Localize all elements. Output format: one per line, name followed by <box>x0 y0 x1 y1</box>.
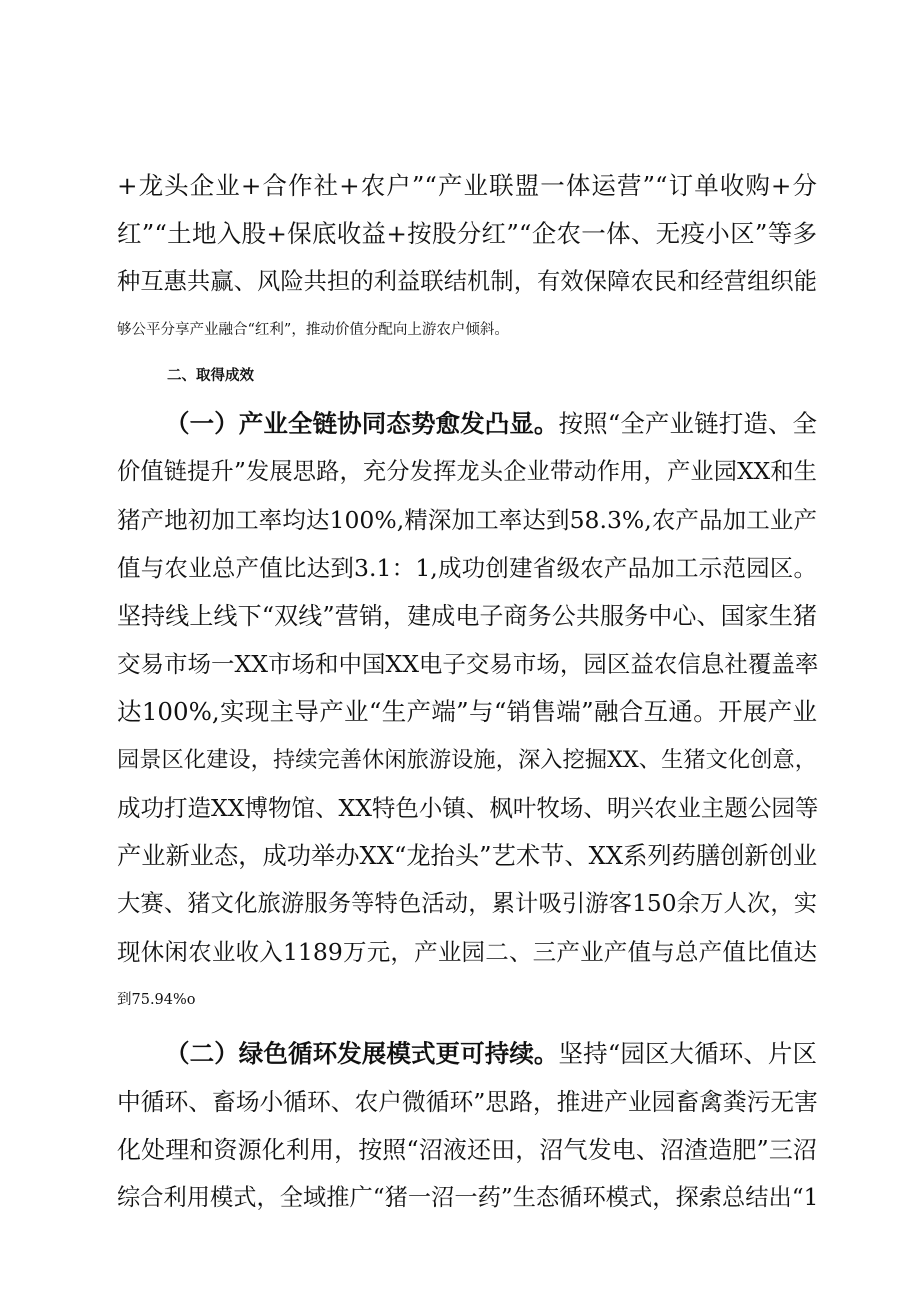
paragraph-2-line-2: 价值链提升”发展思路，充分发挥龙头企业带动作用，产业园XX和生 <box>117 458 817 485</box>
paragraph-2-line-4: 值与农业总产值比达到3.1：1,成功创建省级农产品加工示范园区。 <box>117 554 817 582</box>
paragraph-2-line-13: 到75.94%o <box>117 992 196 1008</box>
paragraph-3-line-4: 综合利用模式，全域推广“猪一沼一药”生态循环模式，探索总结出“1 <box>117 1184 819 1211</box>
paragraph-2-line-11: 大赛、猪文化旅游服务等特色活动，累计吸引游客150余万人次，实 <box>117 890 817 917</box>
paragraph-2-line-7: 达100%,实现主导产业“生产端”与“销售端”融合互通。开展产业 <box>117 697 817 726</box>
paragraph-3-line-3: 化处理和资源化利用，按照“沼液还田，沼气发电、沼渣造肥”三沼 <box>117 1136 817 1164</box>
paragraph-3-lead-text: 坚持“园区大循环、片区 <box>558 1039 818 1068</box>
paragraph-3-lead-heading: （二）绿色循环发展模式更可持续。 <box>165 1039 559 1068</box>
paragraph-2-line-3: 猪产地初加工率均达100%,精深加工率达到58.3%,农产品加工业产 <box>117 506 817 534</box>
paragraph-1-line-4: 够公平分享产业融合“红利”，推动价值分配向上游农户倾斜。 <box>117 322 509 338</box>
paragraph-1-line-1: +龙头企业+合作社+农户”“产业联盟一体运营”“订单收购+分 <box>117 171 817 200</box>
paragraph-3-line-2: 中循环、畜场小循环、农户微循环”思路，推进产业园畜禽粪污无害 <box>117 1088 818 1116</box>
paragraph-2-lead-text: 按照“全产业链打造、全 <box>558 409 818 438</box>
section-heading: 二、取得成效 <box>167 368 254 384</box>
paragraph-2-line-8: 园景区化建设，持续完善休闲旅游设施，深入挖掘XX、生猪文化创意， <box>117 747 817 773</box>
paragraph-2-line-1 <box>165 400 817 448</box>
paragraph-1-line-2: 红”“土地入股+保底收益+按股分红”“企农一体、无疫小区”等多 <box>117 219 817 248</box>
paragraph-2-line-9: 成功打造XX博物馆、XX特色小镇、枫叶牧场、明兴农业主题公园等 <box>117 794 819 822</box>
paragraph-3-line-1 <box>165 1030 817 1078</box>
paragraph-2-line-12: 现休闲农业收入1189万元，产业园二、三产业产值与总产值比值达 <box>117 938 817 966</box>
paragraph-2-line-5: 坚持线上线下“双线”营销，建成电子商务公共服务中心、国家生猪 <box>117 602 817 630</box>
paragraph-1-line-3: 种互惠共赢、风险共担的利益联结机制，有效保障农民和经营组织能 <box>117 268 817 295</box>
paragraph-2-lead-heading: （一）产业全链协同态势愈发凸显。 <box>165 409 559 438</box>
paragraph-2-line-10: 产业新业态，成功举办XX“龙抬头”艺术节、XX系列药膳创新创业 <box>117 841 818 870</box>
paragraph-2-line-6: 交易市场一XX市场和中国XX电子交易市场，园区益农信息社覆盖率 <box>117 650 819 678</box>
